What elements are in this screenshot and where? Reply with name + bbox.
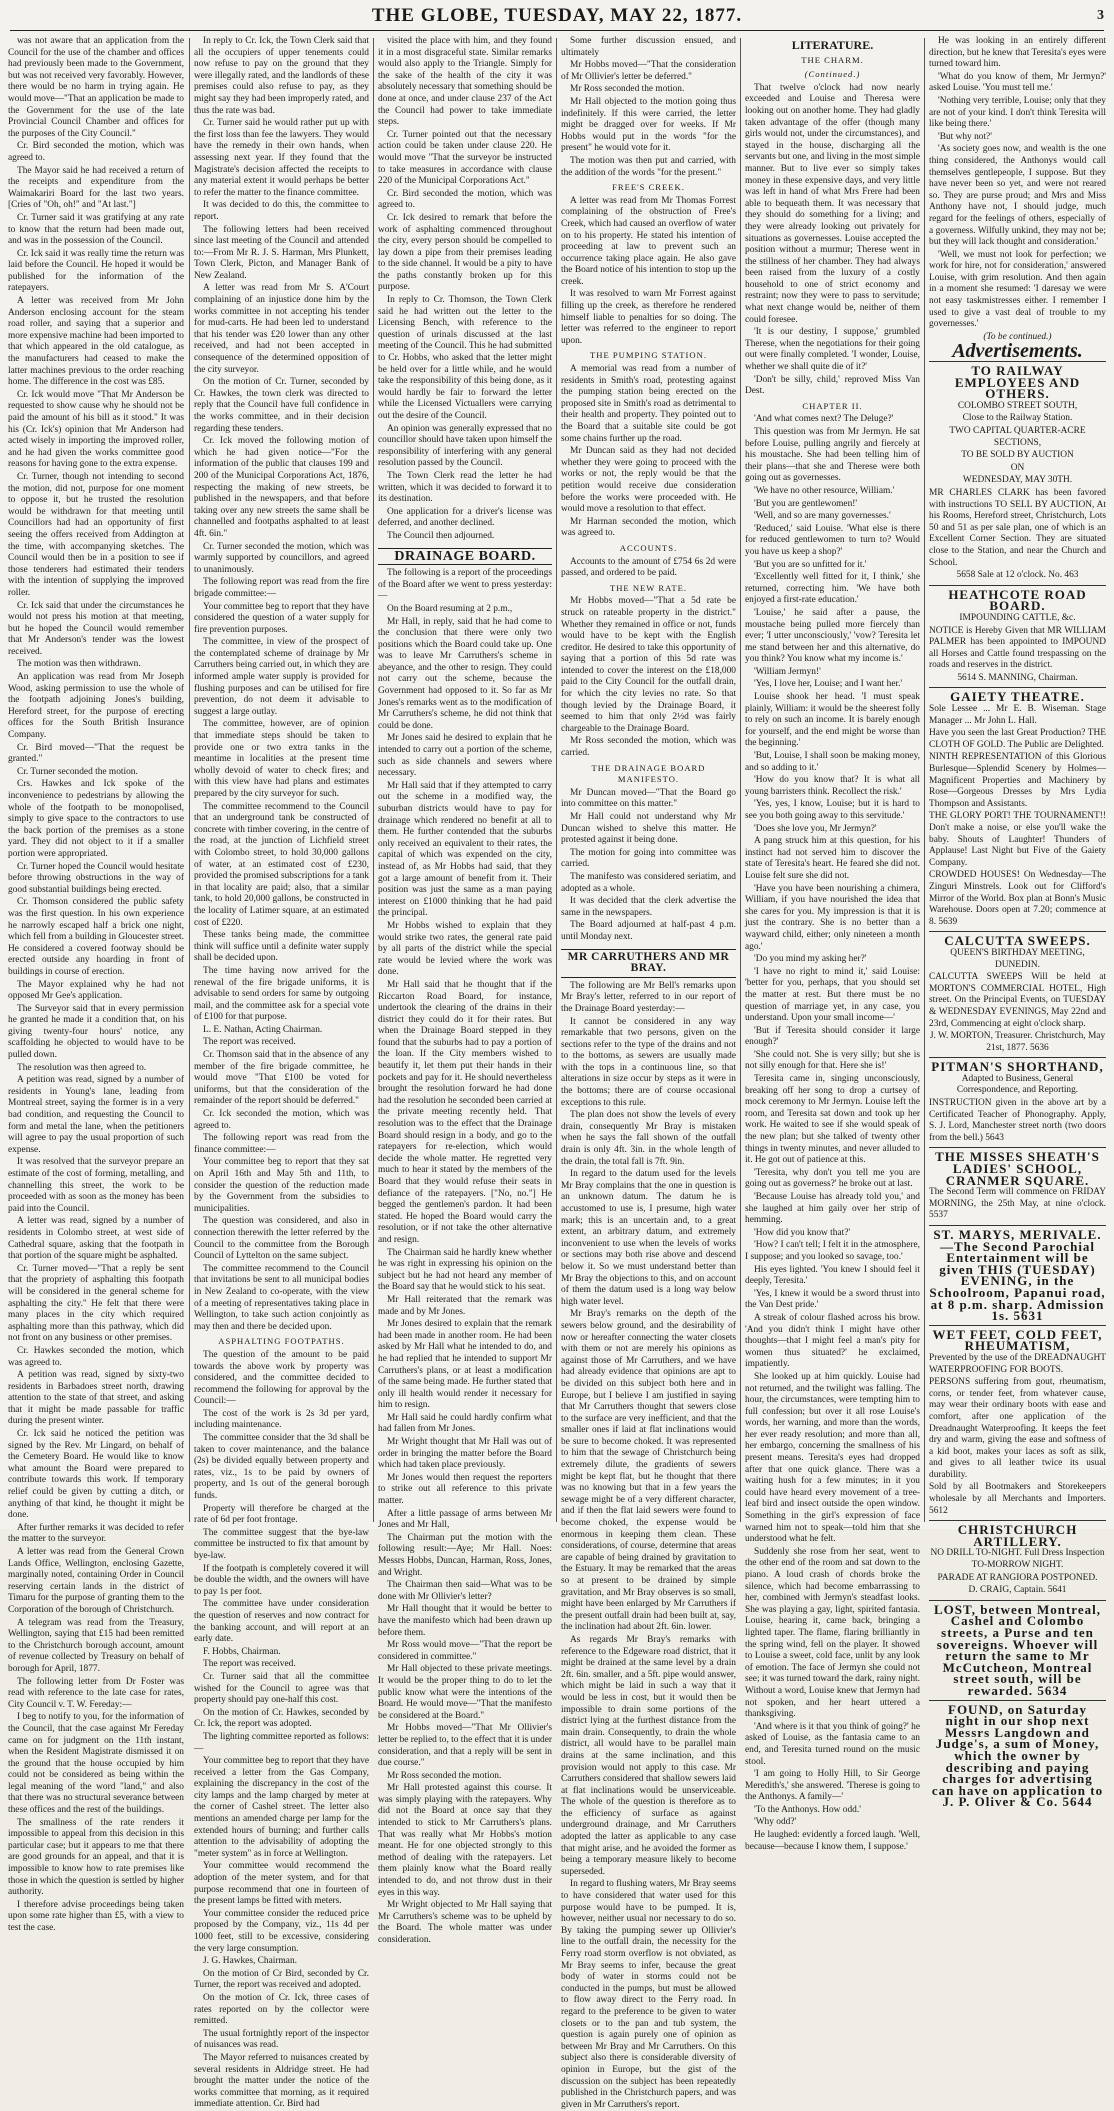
masthead-title: THE GLOBE, TUESDAY, MAY 22, 1877. — [371, 5, 743, 26]
story-text — [745, 83, 920, 1853]
paragraph: Mr Hobbs moved—"That Mr Ollivier's letter be replied to, to the effect that it is under consideration, and that a reply will be sent in due course." — [378, 1723, 552, 1769]
ad-line: TWO CAPITAL QUARTER-ACRE SECTIONS, — [949, 426, 1086, 448]
paragraph: The Mayor referred to nuisances created by several residents in Aldridge street. He had brought the matter under the notice of the works committee that morning, as it required immediate attention. Cr. Bird had — [194, 2052, 369, 2110]
paragraph: Cr. Thomson said that in the absence of any member of the fire brigade committee, he would move "That £100 be voted for uniforms, but that the consideration of the remainder of the report should be deferred." — [194, 1050, 369, 1107]
paragraph: On the Board resuming at 2 p.m., — [387, 603, 513, 614]
paragraph: His eyes lighted. 'You knew I should feel it deeply, Teresita.' — [745, 1264, 920, 1287]
ad-line: CROWDED HOUSES! On Wednesday—The Zinguri Minstrels. Look out for Clifford's Mirror of the World. Box plan at Bonn's Music Warehouse. Doors open at 7.20; commence at 8. 5639 — [929, 870, 1106, 927]
paragraph: Mr Jones said he desired to explain that he intended to carry out a portion of the scheme, such as side channels and sewers where necessary. — [378, 733, 552, 779]
paragraph: Cr. Turner said it was gratifying at any rate to know that the return had been made out, and was in the possession of the Council. — [8, 212, 184, 247]
paragraph: Mr Jones would then request the reporters to strike out all reference to this private matter. — [378, 1472, 552, 1507]
paragraph: 'How? I can't tell; I felt it in the atmosphere, I suppose; and you looked so savage, too.' — [745, 1240, 920, 1262]
paragraph: A petition was read, signed by a number of residents in Young's lane, leading from Montreal street, saying the former is in a very bad condition, and requesting the Council to form and metal the lane, when the petitioners will agree to pay the usual proportion of such expense. — [8, 1075, 184, 1155]
paragraph: 'But why not?' — [938, 131, 992, 142]
ad-headline: HEATHCOTE ROAD BOARD. — [948, 586, 1087, 614]
ad-headline: WET FEET, COLD FEET, RHEUMATISM, — [932, 1326, 1103, 1354]
paragraph: In regard to flushing waters, Mr Bray seems to have considered that water used for this purpose would have to be pumped. It is, however, neither usual nor necessary to do so. By taking the pumping sewer up Ollivier's line to the outfall drain, the necessity for the Ferry road storm overflow is not obviated, as Mr Bray seems to infer, because the great body of water in storms could not be conducted in the pumps, but must be allowed to flow away direct to the Ferry road. In regard to the preference to be given to water closets or to the pan and tub system, the question is again purely one of opinion as between Mr Bray and Mr Carruthers. On this subject also there is considerable diversity of opinion in Europe, but the gist of the discussion on the subject has been repeatedly published in the Christchurch papers, and was given in Mr Carruthers's report. — [561, 1879, 736, 2110]
paragraph: Teresita came in, singing unconsciously, breaking off her song to drop a curtsey of mock ceremony to Mr Jermyn. Louise left the room, and Teresita sat down and took up her work. He waited to see if she would speak of the new plan; but she talked of twenty other things in twenty minutes, and never alluded to it. He got out of patience at this. — [745, 1074, 920, 1166]
paragraph: The following letter from Dr Foster was read with reference to the late case for rates, City Council v. T. W. Fereday:— — [8, 1676, 184, 1710]
column-rule — [924, 38, 925, 1522]
paragraph: Your committee beg to report that they have considered the question of a water supply for fire prevention purposes. — [194, 601, 369, 635]
paragraph: The following letters had been received since last meeting of the Council and attended to:—From Mr R. J. S. Harman, Mrs Plunkett, Town Clerk, Picton, and Manager Bank of New Zealand. — [194, 224, 369, 281]
paragraph: A letter was read from the General Crown Lands Office, Wellington, enclosing Gazette, marginally noted, containing Order in Council reserving certain lands in the district of Timaru for the purpose of granting them to the Corporation of the borough of Christchurch. — [8, 1547, 184, 1615]
section-subheading: FREE'S CREEK. — [612, 182, 685, 193]
paragraph: Mr Hall said that if they attempted to carry out the scheme in a modified way, the suburban districts would have to pay for drainage which rendered no benefit at all to them. He further contended that the suburbs only received an equivalent to their rates, the capital of which was expended on the city, instead of, as Mr Hobbs had said, that they got a large amount of benefit from it. Their position was just the same as a man paying interest on £1000 thinking that he had paid the principal. — [378, 780, 552, 919]
paragraph: On the motion of Cr. Turner, seconded by Cr. Hawkes, the town clerk was directed to reply that the Council have full confidence in the works committee, and in their decision regarding these tenders. — [194, 377, 369, 434]
ad-line: Have you seen the last Great Production? THE CLOTH OF GOLD. The Public are Delighted. — [929, 728, 1106, 750]
advertisement — [929, 1600, 1106, 1700]
paragraph: As regards Mr Bray's remarks with reference to the Edgeware road district, that it might be drained at the same level by a drain 2ft. 6in. smaller, and a 5ft. pipe would answer, which might be laid in such a way that it would be less in cost, but it would then be impossible to drain some portions of the district lying at the furthest distance from the main drain. Consequently, to drain the whole district, all would have to be parallel main drains at the same inclination, and this provision would not apply to this case. Mr Carruthers considered that shallow sewers laid at flat inclinations would be unserviceable. The whole of the question is therefore as to the efficiency of surface as against underground drainage, and Mr Carruthers adopted the latter as applicable to any case that might arise, and he avoided the former as being a temporary measure likely to become superseded. — [561, 1634, 736, 1877]
advertisement — [929, 1147, 1106, 1225]
paragraph: The resolution was then agreed to. — [17, 1062, 147, 1073]
paragraph: 'Yes, I love her, Louise; and I want her.' — [754, 679, 903, 690]
paragraph: Cr. Ick said that under the circumstances he would not press his motion at that meeting, but he hoped the Council would remember that Mr Anderson's tender was the lowest received. — [8, 600, 184, 657]
paragraph: Your committee would recommend the adoption of the meter system, and for that purpose recommend that one in fourteen of the present lamps be fitted with meters. — [194, 1861, 369, 1907]
paragraph: Mr Bray's remarks on the depth of the sewers below ground, and the desirability of now or hereafter connecting the water closets with them or not are merely his opinions as against those of Mr Carruthers, and we have had already evidence that opinions are apt to be divided on this subject both here and in Europe, but I believe I am justified in saying that Mr Carruthers thought that sewers close to the surface are very inefficient, and that the smaller ones if laid at flat inclinations would be sure to become choked. It was represented to him that the sewage of Christchurch being extremely dilute, the gradients of sewers might be kept flat, but he thought that there was no knowing but that in a few years the sewage might be of a very different character, and if then the flat laid sewers were found to become choked, the expense would be enormous in keeping them clean. These considerations, of course, determine that areas are capable of being drained by gravitation to the Estuary. It may be remarked that the areas so at present to be drained by simple gravitation, and Mr Bray observes is so small, might have been enlarged by Mr Carruthers if the present outfall drain had been built at, say, the inclination had about 2ft. 6in. lower. — [561, 1309, 736, 1633]
paragraph: I therefore advise proceedings being taken upon some rate higher than £5, with a view to test the case. — [8, 1899, 184, 1933]
paragraph: Cr. Turner moved—"That a reply be sent that the propriety of asphalting this footpath will be considered in the general scheme for asphalting the city." He felt that there were many places in the city which required asphalting more than this pathway, which did not front on any business or other premises. — [8, 1263, 184, 1344]
paragraph: A letter was read, signed by a number of residents in Colombo street, at west side of Cathedral square, asking that the footpath in that portion of the square might be asphalted. — [8, 1216, 184, 1262]
ad-line: Sole Lessee ... Mr E. B. Wiseman. Stage Manager ... Mr John L. Hall. — [929, 704, 1106, 726]
ad-line: Close to the Railway Station. — [962, 413, 1073, 424]
ad-line: 5658 Sale at 12 o'clock. No. 463 — [956, 570, 1079, 581]
section-subheading: THE DRAINAGE BOARD MANIFESTO. — [591, 762, 706, 785]
paragraph: F. Hobbs, Chairman. — [203, 1646, 281, 1657]
paragraph: 'As society goes now, and wealth is the one thing considered, the Anthonys would call themselves gentlepeople, I suppose. But they have never been so yet, and were not reared so. They are purse proud; and Mrs and Miss Anthony have not, I should judge, much regard for the feelings of others, especially of a governess. Wilfully unkind, they may not be; but they will lack thought and consideration.' — [929, 144, 1106, 248]
paragraph: The following report was read from the finance committee:— — [194, 1133, 369, 1155]
column-rule — [556, 38, 557, 1522]
paragraph: Mr Hall could not understand why Mr Duncan wished to shelve this matter. He protested against it being done. — [561, 812, 736, 846]
paragraph: Cr. Ick desired to remark that before the work of asphalting commenced throughout the city, every person should be compelled to lay down a pipe from their premises leading to the side channel. It would be a pity to have the paths constantly broken up for this purpose. — [378, 212, 552, 293]
paragraph: A petition was read, signed by sixty-two residents in Barbadoes street north, drawing attention to the state of that street, and asking that it might be made passable for traffic during the present winter. — [8, 1370, 184, 1427]
paragraph: Your committee beg to report that they sat on April 16th and May 5th and 11th, to consider the question of the reduction made by the Government from the subsidies to municipalities. — [194, 1157, 369, 1214]
paragraph: Mr Hall reiterated that the remark was made and by Mr Jones. — [378, 1294, 552, 1317]
paragraph: The Chairman said he hardly knew whether he was right in expressing his opinion on the subject but he had not heard any member of the Board say that he would stick to his seat. — [378, 1247, 552, 1293]
paragraph: If the footpath is completely covered it will be double the width, and the owners will have to pay 1s per foot. — [194, 1563, 369, 1597]
ad-headline: GAIETY THEATRE. — [950, 689, 1085, 705]
paragraph: 'William Jermyn!' — [754, 666, 821, 677]
paragraph: Cr. Bird moved—"That the request be granted." — [8, 742, 184, 765]
paragraph: After a little passage of arms between Mr Jones and Mr Hall, — [378, 1508, 552, 1531]
paragraph: Cr. Bird seconded the motion, which was agreed to. — [378, 188, 552, 211]
ad-line: COLOMBO STREET SOUTH, — [957, 400, 1078, 411]
paragraph: Louise shook her head. 'I must speak plainly, William: it would be the sheerest folly to rely on such an income. It is barely enough for yourself, and the end might be worse than the beginning.' — [745, 692, 920, 749]
paragraph: Mr Hall objected to these private meetings. It would be the proper thing to do to let the public know what were the intentions of the Board. He would move—"That the manifesto be considered at the Board." — [378, 1664, 552, 1721]
paragraph: Your committee beg to report that they have received a letter from the Gas Company, explaining the discrepancy in the cost of the city lamps and the lamp charged by meter at the corner of Cashel street. The letter also mentions an amended charge per lamp for the extended hours of burning; and further calls attention to the advisability of adopting the "meter system" as in force at Wellington. — [194, 1756, 369, 1859]
ad-line: Prevented by the use of the DREADNAUGHT WATERPROOFING FOR BOOTS. — [929, 1352, 1106, 1375]
paragraph: 'Yes, I knew it would be a sword thrust into the Van Dest pride.' — [745, 1288, 920, 1311]
story-title: THE CHARM. — [801, 54, 864, 65]
paragraph: The motion was then put and carried, with the addition of the words "for the present." — [561, 155, 736, 178]
paragraph: Cr. Turner said he would rather put up with the first loss than fee the lawyers. They would have the remedy in their own hands, when assessing next year. If they found that the Magistrate's decision affected the receipts to any material extent it would perhaps be better to refer the matter to the finance committee. — [194, 118, 369, 198]
paragraph: The lighting committee reported as follows:— — [194, 1731, 369, 1754]
city-council-end — [378, 36, 552, 543]
paragraph: It was resolved that the surveyor prepare an estimate of the cost of forming, metalling, and channelling this street, the work to be proceeded with as soon as the money has been paid into the Council. — [8, 1157, 184, 1214]
paragraph: 'Yes, yes, I know, Louise; but it is hard to see you both going away to this servitude.' — [745, 799, 920, 821]
paragraph: Mr Wright objected to Mr Hall saying that Mr Carruthers's scheme was to be upheld by the Board. The whole matter was under consideration. — [378, 1900, 552, 1945]
paragraph: He was looking in an entirely different direction, but he knew that Teresita's eyes were turned toward him. — [929, 36, 1106, 70]
paragraph: was not aware that an application from the Council for the use of the chamber and offices had previously been made to the Government, but was not received very favorably. However, there would be no harm in trying again. He would move—"That an application be made to the Government for the use of the late Provincial Council Chamber and offices for the purposes of the City Council." — [8, 36, 184, 139]
paragraph: The report was received. — [203, 1037, 296, 1048]
paragraph: Property will therefore be charged at the rate of 6d per foot frontage. — [194, 1503, 369, 1526]
paragraph: Cr. Ick said it was really time the return was laid before the Council. He hoped it would be published for the information of the ratepayers. — [8, 248, 184, 294]
ad-headline: THE MISSES SHEATH'S LADIES' SCHOOL, CRANMER SQUARE. — [935, 1149, 1100, 1188]
paragraph: Some further discussion ensued, and ultimately — [561, 36, 736, 58]
paragraph: Cr. Ick would move "That Mr Anderson be requested to show cause why he should not be paid the amount of his bill as it stood." It was his (Cr. Ick's) opinion that Mr Anderson had acted wisely in importing the improved roller, and he had given the works committee good reasons for having gone to the extra expense. — [8, 389, 184, 470]
paragraph: These tanks being made, the committee think will suffice until a definite water supply shall be decided upon. — [194, 930, 369, 964]
paragraph: On the motion of Cr Bird, seconded by Cr. Turner, the report was received and adopted. — [194, 1968, 369, 1991]
paragraph: 'To the Anthonys. How odd.' — [754, 1804, 861, 1815]
masthead — [0, 0, 1114, 34]
ad-line: PERSONS suffering from gout, rheumatism, corns, or tender feet, from whatever cause, may wear their ordinary boots with ease and comfort, after one application of the Dreadnaught Waterproofing. It keeps the feet dry and warm, giving the ease and softness of a kid boot, makes your laces as soft as silk, and gives to all leather twice its usual durability. — [929, 1377, 1106, 1480]
paragraph: A memorial was read from a number of residents in Smith's road, protesting against the pumping station being erected on the proposed site in Smith's road as detrimental to their health and property. They pointed out to the Board that a suitable site could be got some chains further up the road. — [561, 364, 736, 444]
paragraph: The question of the amount to be paid towards the above work by property was considered, and the committee decided to recommend the following for approval by the Council:— — [194, 1349, 369, 1407]
to-be-continued: (To be continued.) — [983, 331, 1052, 342]
ad-line: WEDNESDAY, MAY 30TH. — [962, 475, 1073, 486]
paragraph: The committee recommend to the Council that an underground tank be constructed of concrete with timber covering, in the centre of the road, at the junction of Lichfield street with Colombo street, to hold 30,000 gallons of water, at an estimated cost of £230, provided the promised subscriptions for a tank in that locality are paid; also, that a similar tank, to hold 20,000 gallons, be constructed in the locality of Latimer square, at an estimated cost of £220. — [194, 801, 369, 928]
paragraph: That twelve o'clock had now nearly exceeded and Louise and Theresa were looking out on another home. They had gladly taken advantage of the offer (though many girls would not, under the circumstances), and stayed in the house, discharging all the servants but one, and living in the most simple manner. But to live ever so simply takes money in these expensive days, and very little was left in hand of what Mrs Frere had been able to bequeath them. It was necessary that they should do something for a living; and they were already looking out privately for situations as governesses. Louise accepted the position without a murmur; Therese went in the stillness of her chamber. They had always been raised from the luxury of a costly household to one of strict economy and restraint; now they were to pass to servitude; what next change would be, neither of them could foresee. — [745, 82, 920, 325]
paragraph: 'How do you know that? It is what all young barristers think. Recollect the risk.' — [745, 775, 920, 797]
paragraph: An opinion was generally expressed that no councillor should have taken upon himself the responsibility of interfering with any general resolution passed by the Council. — [378, 423, 552, 469]
paragraph: 'Nothing very terrible, Louise; only that they are not of your kind. I don't think Teresita will like being there.' — [929, 95, 1106, 130]
paragraph: 'And what comes next? The Deluge?' — [754, 414, 894, 425]
paragraph: The motion was then withdrawn. — [17, 659, 141, 670]
paragraph: Mr Hall said that he thought that if the Riccarton Road Board, for instance, undertook the clearing of the drains in their district they could do it for their rates. But when the Drainage Board stepped in they found that the suburbs had to pay a portion of the loan. If the City members wished to beautify it, let them put their hands in their pockets and pay for it. He should nevertheless brought the resolution forward he had done had the resolution he seconded been carried at the private meeting recently held. That resolution was to the effect that the Drainage Board should resign in a body, and go to the ratepayers for re-election, which would decide the whole matter. He regretted very much to hear it stated by the members of the Board that they would refuse their seats in defiance of the ratepayers. ["No, no."] He begged the gentlemen's pardon. It had been stated. He hoped the Board would carry the resolution, or if not take the other alternative and resign. — [378, 979, 552, 1245]
paragraph: 'We have no other resource, William.' — [754, 485, 895, 496]
paragraph: Cr. Bird seconded the motion, which was agreed to. — [8, 141, 184, 163]
column-5 — [745, 36, 920, 1852]
paragraph: Your committee consider the reduced price proposed by the Company, viz., 11s 4d per 1000 feet, still to be excessive, considering the very large consumption. — [194, 1908, 369, 1954]
column-rule — [189, 38, 190, 1522]
paragraph: Mr Hall objected to the motion going thus indefinitely. If this were carried, the letter might be dragged over for weeks. If Mr Hobbs would put in the words "for the present" he would vote for it. — [561, 96, 736, 154]
paragraph: The Mayor explained why he had not opposed Mr Gee's application. — [8, 979, 184, 1002]
paragraph: The following are Mr Bell's remarks upon Mr Bray's letter, referred to in our report of the Drainage Board yesterday:— — [561, 980, 736, 1014]
paragraph: Mr Duncan said as they had not decided whether they were going to proceed with the works or not, the reply would be that the petition would receive due consideration before the works were proceeded with. He would move a resolution to that effect. — [561, 446, 736, 515]
ad-line: MR CHARLES CLARK has been favored with instructions TO SELL BY AUCTION, At his Rooms, Hereford street, Christchurch, Lots 50 and 51 as per sale plan, one of which is an Excellent Corner Section. They are situated close to the Station, and near the Church and School. — [929, 487, 1106, 568]
advertisement — [929, 361, 1106, 585]
paragraph: 'Excellently well fitted for it, I think,' she returned, correcting him. 'We have both enjoyed a first-rate education.' — [745, 572, 920, 606]
paragraph: The Chairman put the motion with the following result:—Aye; Mr Hall. Noes: Messrs Hobbs, Duncan, Harman, Ross, Jones, and Wright. — [378, 1532, 552, 1578]
section-subheading: ACCOUNTS. — [619, 542, 678, 553]
paragraph: The following is a report of the proceedings of the Board after we went to press yesterday:— — [378, 568, 552, 602]
ad-line: INSTRUCTION given in the above art by a Certificated Teacher of Phonography. Apply, S. J. Lord, Manchester street north (two doors from the bell.) 5643 — [929, 1098, 1106, 1143]
carruthers-bray-heading: MR CARRUTHERS AND MR BRAY. — [561, 949, 736, 978]
paragraph: Mr Hall, in reply, said that he had come to the conclusion that there were only two positions which the Board could take up. One was to leave Mr Carruthers's scheme in abeyance, and the other to resign. They could not carry out the scheme, because the Government had opposed to it. So far as Mr Jones's remarks went as to the modification of Mr Carruthers's scheme, he did not think that could be done. — [378, 616, 552, 731]
paragraph: Mr Ross would move—"That the report be considered in committee." — [378, 1640, 552, 1662]
paragraph: 'Well, we must not look for perfection; we work for hire, not for consideration,' answered Louise, with grim resolution. And then again in a moment she resumed: 'I daresay we were not easy taskmistresses either. I remember I used to give a vast deal of trouble to my governesses.' — [929, 249, 1106, 330]
advertisements — [929, 361, 1106, 1811]
paragraph: A letter was received from Mr John Anderson enclosing account for the steam road roller, and saying that a superior and more expensive machine had been imported to that which appeared in the old catalogue, as the manufacturers had ceased to make the latter machines previous to the order reaching home. The difference in the cost was £85. — [8, 296, 184, 388]
paragraph: 'But if Teresita should consider it large enough?' — [745, 1025, 920, 1048]
paragraph: Mr Ross seconded the motion, which was carried. — [561, 736, 736, 759]
ad-line: The Second Term will commence on FRIDAY MORNING, the 25th May, at nine o'clock. 5537 — [929, 1187, 1106, 1221]
paragraph: The Town Clerk read the letter he had written, which it was decided to forward it to its destination. — [378, 470, 552, 505]
paragraph: Mr Duncan moved—"That the Board go into committee on this matter." — [561, 787, 736, 810]
advertisement — [929, 931, 1106, 1057]
advertisement — [929, 1700, 1106, 1811]
paragraph: Mr Ross seconded the motion. — [570, 84, 685, 95]
paragraph: The committee suggest that the bye-law committee be instructed to fix that amount by bye-law. — [194, 1527, 369, 1561]
section-subheading: THE NEW RATE. — [609, 582, 688, 593]
paragraph: 'Don't be silly, child,' reproved Miss Van Dest. — [745, 374, 920, 397]
ad-line: THE GLORY PORT! THE TOURNAMENT!! Don't make a noise, or else you'll wake the baby. Shouts of Laughter! Thunders of Applause! Last Night but Five of the Gaiety Company. — [929, 811, 1106, 868]
paragraph: A pang struck him at this question, for his instinct had not served him to discover the state of Teresita's heart. He feared she did not. Louise felt sure she did not. — [745, 836, 920, 881]
paragraph: Cr. Turner pointed out that the necessary action could be taken under clause 220. He would move "That the surveyor be instructed to take measures in accordance with clause 220 of the Municipal Corporations Act." — [378, 129, 552, 187]
paragraph: 'I have no right to mind it,' said Louise: 'better for you, perhaps, that you should set the matter at rest. But there must be no question of marriage yet, in any case, you understand. Upon your small income—' — [745, 966, 920, 1024]
ad-headline: CALCUTTA SWEEPS. — [944, 933, 1091, 949]
paragraph: 'I am going to Holly Hill, to Sir George Meredith's,' she answered. 'Therese is going to the Anthonys. A family—' — [745, 1769, 920, 1803]
paragraph: In reply to Cr. Ick, the Town Clerk said that all the occupiers of upper tenements could now refuse to pay on the ground that they were illegally rated, and the landlords of these premises could also refuse to pay, as they might say they had been improperly rated, and thus the rate was bad. — [194, 36, 369, 116]
ad-line: NO DRILL TO-NIGHT. Full Dress Inspection TO-MORROW NIGHT. — [930, 1548, 1105, 1571]
paragraph: 'Do you mind my asking her?' — [754, 954, 867, 965]
paragraph: Cr. Ick said he noticed the petition was signed by the Rev. Mr Lingard, on behalf of the Cemetery Board. He would like to know what amount the Board were prepared to contribute towards this work. If temporary relief could be given by cutting a ditch, or anything of that kind, he thought it might be done. — [8, 1429, 184, 1521]
paragraph: L. E. Nathan, Acting Chairman. — [203, 1024, 323, 1035]
ad-line: PARADE AT RANGIORA POSTPONED. — [937, 1572, 1098, 1583]
page-number: 3 — [1097, 8, 1104, 23]
paragraph: The Surveyor said that in every permission he granted he made it a condition that, on his giving twenty-four hours' notice, any scaffolding he objected to would have to be pulled down. — [8, 1003, 184, 1061]
column-rule — [373, 38, 374, 1522]
paragraph: The manifesto was considered seriatim, and adopted as a whole. — [561, 871, 736, 894]
ad-headline: ST. MARYS, MERIVALE.—The Second Parochial Entertainment will be given THIS (TUESDAY) EVENING, in the Schoolroom, Papanui road, at 8 p.m. sharp. Admission 1s. 5631 — [929, 1227, 1106, 1324]
ad-line: QUEEN'S BIRTHDAY MEETING, DUNEDIN. — [950, 947, 1085, 970]
paragraph: Mr Hall thought that it would be better to have the manifesto which had been drawn up before them. — [378, 1604, 552, 1638]
paragraph: The report was received. — [203, 1659, 296, 1670]
paragraph: 'What do you know of them, Mr Jermyn?' asked Louise. 'You must tell me.' — [929, 71, 1106, 94]
paragraph: The motion for going into committee was carried. — [561, 847, 736, 870]
paragraph: 'How did you know that?' — [754, 1227, 851, 1238]
advertisement — [929, 687, 1106, 931]
paragraph: It was decided to do this, the committee to report. — [194, 200, 369, 222]
advertisement — [929, 1225, 1106, 1325]
paragraph: A letter was read from Mr S. A'Court complaining of an injustice done him by the works committee in not accepting his tender for mud-carts. He had been led to understand that his tender was £20 lower than any other received, and had not been accepted in consequence of the determined opposition of the city surveyor. — [194, 283, 369, 375]
advertisement — [929, 1057, 1106, 1147]
paragraph: 'Because Louise has already told you,' and she laughed at him gaily over her strip of hemming. — [745, 1192, 920, 1226]
advertisement — [929, 585, 1106, 688]
paragraph: On the motion of Cr. Hawkes, seconded by Cr. Ick, the report was adopted. — [194, 1707, 369, 1730]
paragraph: Cr. Turner said that all the committee wished for the Council to agree was that property should pay one-half this cost. — [194, 1671, 369, 1706]
paragraph: 'And where is it that you think of going?' he asked of Louise, as the fantasia came to an end, and Teresita turned round on the music stool. — [745, 1721, 920, 1767]
paragraph: Cr. Turner seconded the motion, which was warmly supported by councillors, and agreed to unanimously. — [194, 541, 369, 575]
paragraph: In reply to Cr. Thomson, the Town Clerk said he had written out the letter to the Licensing Bench, with reference to the question of urinals discussed at the last meeting of the Council. This he had submitted to Cr. Hobbs, who asked that the letter might be held over for a little while, and he would take the responsibility of this being done, as it would hardly be fair to forward the letter while the Licensed Victuallers were carrying out the desire of the Council. — [378, 295, 552, 421]
paragraph: This question was from Mr Jermyn. He sat before Louise, pulling angrily and fiercely at his moustache. She had been telling him of their plans—that she and Therese were both going out as governesses. — [745, 427, 920, 484]
story-text-end — [929, 36, 1106, 331]
column-6 — [929, 36, 1106, 1810]
ad-line: TO BE SOLD BY AUCTION — [961, 450, 1074, 461]
section-subheading: THE PUMPING STATION. — [590, 350, 707, 361]
paragraph: The committee have under consideration the question of reserves and now contract for the banking account, and will report at an early date. — [194, 1599, 369, 1645]
paragraph: Cr. Turner hoped the Council would hesitate before throwing obstructions in the way of good substantial buildings being erected. — [8, 861, 184, 895]
advertisement — [929, 1325, 1106, 1521]
ad-line: NINTH REPRESENTATION of this Glorious Burlesque—Splendid Scenery by Holmes—Magnificent Properties and Machinery by Rose—Gorgeous Dresses by Mrs Lydia Thompson and Assistants. — [929, 752, 1106, 809]
paragraph: 'Louise,' he said after a pause, the moustache being pulled more fiercely than ever; 'I utter unconsciously,' 'vow? Teresita let me stand between her and this alternative, do you think? You know what my income is.' — [745, 607, 920, 665]
paragraph: In regard to the datum used for the levels Mr Bray complains that the one in question is an unknown datum. The datum he is accustomed to use is, I presume, high water mark; this is an uncertain and, to a great extent, an arbitrary datum, and extremely inconvenient to use when the levels of works or sections may both rise above and descend below it. So we must understand better than Mr Bray the objections to this, and on account of them the datum used is a long way below high water level. — [561, 1169, 736, 1307]
ad-headline: FOUND, on Saturday night in our shop next Messrs Langdown and Judge's, a sum of Money, which the owner by describing and paying charges for advertising can have on application to J. P. Oliver & Co. 5644 — [931, 1701, 1104, 1810]
section-subheading: ASPHALTING FOOTPATHS. — [218, 1336, 345, 1347]
ad-headline: CHRISTCHURCH ARTILLERY. — [957, 1522, 1078, 1549]
paragraph: A telegram was read from the Treasury, Wellington, saying that £15 had been remitted to the Christchurch borough account, amount of revenue collected by Treasury on behalf of borough for April, 1877. — [8, 1617, 184, 1674]
paragraph: I beg to notify to you, for the information of the Council, that the case against Mr Fereday came on for judgment on the 11th instant, when the Resident Magistrate dismissed it on the ground that the house occupied by him could not be considered as being within the legal meaning of the word "land," and also that there was no structural severance between these offices and the rest of the buildings. — [8, 1712, 184, 1816]
paragraph: 'But you are so unfitted for it.' — [754, 559, 867, 570]
carruthers-bray-article — [561, 981, 736, 2111]
paragraph: 'But you are gentlewomen!' — [754, 498, 858, 509]
ad-line: ON — [1010, 462, 1025, 473]
paragraph: Cr. Ick moved the following motion of which he had given notice—"For the information of the public that clauses 199 and 200 of the Municipal Corporations Act, 1876, respecting the making of new streets, be published in the newspapers, and that before taking over any new streets the same shall be channelled and footpaths asphalted to at least 4ft. 6in." — [194, 436, 369, 539]
ad-line: Sold by all Bootmakers and Storekeepers wholesale by all Merchants and Importers. 5612 — [929, 1482, 1106, 1516]
paragraph: Cr. Turner, though not intending to second the motion, did not, purpose for one moment to oppose it, but he trusted the resolution would be withdrawn for that meeting until Councillors had had an opportunity of first seeing the offers received from Addington at the time, with accompanying sketches. The Council would then be in a position to see if those tenderers had estimated their tenders with the intention of supplying the improved roller. — [8, 471, 184, 598]
paragraph: The following report was read from the fire brigade committee:— — [194, 577, 369, 599]
paragraph: The question was considered, and also in connection therewith the letter referred by the Council to the committee from the Borough Council of Lyttelton on the same subject. — [194, 1216, 369, 1262]
paragraph: Cr. Ick seconded the motion, which was agreed to. — [194, 1109, 369, 1131]
story-continued-note: (Continued.) — [804, 69, 861, 80]
paragraph: The committee, in view of the prospect of the contemplated scheme of drainage by Mr Carruthers being carried out, in which they are informed ample water supply is provided for flushing purposes and can be utilised for fire prevention, do not deem it advisable to suggest a large outlay. — [194, 637, 369, 717]
paragraph: The Mayor said he had received a return of the receipts and expenditure from the Waimakariri Board for the last two years. [Cries of "Oh, oh!" and "At last."] — [8, 165, 184, 211]
ad-line: D. CRAIG, Captain. 5641 — [968, 1585, 1067, 1596]
paragraph: The Board adjourned at half-past 4 p.m. until Monday next. — [561, 920, 736, 942]
paragraph: 'She could not. She is very silly; but she is not silly enough for that. Here she is!' — [745, 1049, 920, 1072]
column-rule — [740, 38, 741, 1522]
literature-heading: LITERATURE. — [791, 38, 874, 52]
ad-line: NOTICE is Hereby Given that MR WILLIAM PALMER has been appointed to IMPOUND all Horses and Cattle found trespassing on the roads and reserves in the district. — [929, 625, 1106, 671]
ad-line: IMPOUNDING CATTLE, &c. — [959, 612, 1076, 623]
drainage-board-report — [378, 568, 552, 1946]
paragraph: Suddenly she rose from her seat, went to the other end of the room and sat down to the piano. A loud crash of chords broke the silence, which had become embarrassing to her, combined with Jermyn's steadfast looks. She was playing a gay, light, spirited fantasia. Louise, hearing it, came back, bringing a lighted taper. The flame, flaring brilliantly in the spring wind, fell on the player. It showed to Louise a sweet, cold face, unlit by any look of emotion. The face of Jermyn she could not see; it was turned toward the dark, rainy night. Without a word, Louise knew that Jermyn had not spoken, and her heart uttered a thanksgiving. — [745, 1546, 920, 1720]
paragraph: It was decided that the clerk advertise the same in the newspapers. — [561, 896, 736, 918]
ad-line: CALCUTTA SWEEPS Will be held at MORTON'S COMMERCIAL HOTEL, High street. On the Principal Events, on TUESDAY & WEDNESDAY EVENINGS, May 22nd and 23rd, Commencing at eight o'clock sharp. — [929, 972, 1106, 1029]
paragraph: Mr Hobbs moved—"That the consideration of Mr Ollivier's letter be deferred." — [561, 60, 736, 82]
paragraph: J. G. Hawkes, Chairman. — [203, 1956, 297, 1967]
paragraph: After further remarks it was decided to refer the matter to the surveyor. — [8, 1522, 184, 1545]
paragraph: On the motion of Cr. Ick, three cases of rates reported on by the collector were remitted. — [194, 1992, 369, 2027]
paragraph: Mr Wright thought that Mr Hall was out of order in bringing the matter before the Board which had taken place previously. — [378, 1437, 552, 1471]
section-subheading: CHAPTER II. — [802, 400, 863, 411]
paragraph: 'It is our destiny, I suppose,' grumbled Therese, when the negotiations for their going out were finally completed. 'I wonder, Louise, whether we shall quite die of it?' — [745, 327, 920, 373]
paragraph: It was resolved to warn Mr Forrest against filling up the creek, as therefore he rendered himself liable to penalties for so doing. The letter was referred to the engineer to report upon. — [561, 289, 736, 346]
paragraph: 'But, Louise, I shall soon be making money, and so adding to it.' — [745, 751, 920, 773]
city-council-continued-2 — [194, 36, 369, 2111]
column-3 — [378, 36, 552, 1945]
paragraph: Mr Harman seconded the motion, which was agreed to. — [561, 516, 736, 539]
paragraph: The plan does not show the levels of every drain, consequently Mr Bray is mistaken when he says the fall shown of the outfall drain is only 4ft. 3in. in the whole length of the drain, the total fall is 7ft. 9in. — [561, 1110, 736, 1167]
masthead-rule — [10, 30, 1104, 31]
paragraph: An application was read from Mr Joseph Wood, asking permission to use the whole of the footpath adjoining Jones's building, Hereford street, for the purpose of erecting offices for the South British Insurance Company. — [8, 672, 184, 741]
paragraph: Cr. Thomson considered the public safety was the first question. In his own experience he narrowly escaped half a brick one night, which fell from a building in Gloucester street. He considered a covered footway should be erected outside any hoarding in front of buildings in course of erection. — [8, 897, 184, 977]
paragraph: 'Reduced,' said Louise. 'What else is there for reduced gentlewomen to turn to? Would you have us keep a shop?' — [745, 523, 920, 557]
paragraph: 'Does she love you, Mr Jermyn?' — [754, 823, 877, 834]
paragraph: He laughed: evidently a forced laugh. 'Well, because—because I know them, I suppose.' — [745, 1830, 920, 1852]
column-1 — [8, 36, 185, 1933]
paragraph: The Council then adjourned. — [387, 530, 495, 541]
advertisements-heading: Advertisements. — [952, 340, 1083, 363]
advertisement — [929, 1520, 1106, 1600]
paragraph: Mr Hobbs moved—"That a 5d rate be struck on rateable property in the district." Whether they remained in office or not, funds would have to be kept with the English creditor. He desired to take this opportunity of saying that a portion of this 5d rate was intended to cover the interest on the £18,000 paid to the City Council for the outfall drain, for which the city levies no rate. So that though levied by the Drainage Board, it seemed to him that only 2½d was fairly chargeable to the Drainage Board. — [561, 596, 736, 734]
paragraph: 'Have you have been nourishing a chimera, William, if you have nourished the idea that she cares for you. My impression is that it is just the contrary. She is no better than a wayward child, either; only nineteen a month ago.' — [745, 883, 920, 952]
paragraph: The smallness of the rate renders it impossible to appeal from this decision in this particular case; but it appears to me that there are good grounds for an appeal, and that it is impossible to know how to rate premises like those in which the question is settled by higher authority. — [8, 1817, 185, 1898]
ad-line: 5614 S. MANNING, Chairman. — [957, 672, 1078, 683]
paragraph: Mr Hall said he could hardly confirm what had fallen from Mr Jones. — [378, 1412, 552, 1435]
paragraph: It cannot be considered in any way remarkable that two persons, given on the sections refer to the type of the drains and not to the bottoms, as sewers are usually made with the tops in a continuous line, so that alterations in size occur by steps as it were in the bottoms; there are of course occasional exceptions to this rule. — [561, 1016, 736, 1108]
paragraph: Cr. Hawkes seconded the motion, which was agreed to. — [8, 1345, 184, 1368]
paragraph: The committee recommend to the Council that invitations be sent to all municipal bodies in New Zealand to co-operate, with the view of a meeting of representatives taking place in Wellington, to take such action conjointly as may then and there be decided upon. — [194, 1263, 369, 1332]
city-council-continued — [8, 36, 184, 1935]
ad-line: Adapted to Business, General Correspondence, and Reporting. — [956, 1073, 1079, 1096]
paragraph: Mr Ross seconded the motion. — [387, 1770, 502, 1781]
paragraph: A letter was read from Mr Thomas Forrest complaining of the obstruction of Free's Creek, which had caused an overflow of water on to his property. He stated his intention of proceeding at law to prevent such an occurrence taking place again. He also gave the Board notice of his intention to stop up the creek. — [561, 195, 736, 287]
drainage-board-heading: DRAINAGE BOARD. — [378, 548, 552, 566]
drainage-board-continued — [561, 36, 736, 944]
paragraph: The cost of the work is 2s 3d per yard, including maintenance. — [194, 1408, 369, 1431]
paragraph: The committee consider that the 3d shall be taken to cover maintenance, and the balance (2s) be divided equally between property and rates, viz., 1s to be paid by owners of property, and 1s out of the general borough funds. — [194, 1433, 369, 1502]
ad-headline: TO RAILWAY EMPLOYEES AND OTHERS. — [954, 363, 1081, 402]
paragraph: She looked up at him quickly. Louise had not returned, and the twilight was falling. The hour, the circumstances, were tempting him to full confession; but over it all rose Louise's words, her warning, and more than the words, her ever ready resolution; and more than all, her embargo, concerning the smallness of his present means. Teresita's eyes had dropped after that one quick glance. There was a waiting hush for a few minutes; in it you could have heard every movement of a tree-leaf bird and insect outside the open window. Something in the girl's expression of face warned him not to speak—told him that she understood what he felt. — [745, 1371, 920, 1545]
ad-line: J. W. MORTON, Treasurer. Christchurch, May 21st, 1877. 5636 — [929, 1031, 1106, 1053]
paragraph: Crs. Hawkes and Ick spoke of the inconvenience to pedestrians by allowing the whole of the footpath to be monopolised, simply to give space to the contractors to use the back portion of the premises as a stone yard. They did not object to it if a smaller portion were appropriated. — [8, 779, 184, 859]
paragraph: 'Well, and so are many governesses.' — [754, 511, 891, 522]
column-4 — [561, 36, 736, 2110]
paragraph: Cr. Turner seconded the motion. — [17, 766, 138, 777]
ad-headline: PITMAN'S SHORTHAND, — [931, 1059, 1104, 1075]
paragraph: Accounts to the amount of £754 6s 2d were passed, and ordered to be paid. — [561, 556, 736, 579]
ad-headline: LOST, between Montreal, Cashel and Colombo streets, a Purse and ten sovereigns. Whoever will return the same to Mr McCutcheon, Montreal street south, will be rewarded. 5634 — [934, 1601, 1101, 1698]
paragraph: Mr Jones desired to explain that the remark had been made in another room. He had been asked by Mr Hall what he intended to do, and he had replied that he intended to support Mr Carruthers's plans, or at least a modification of the same being made. He further stated that only ill health would render it necessary for him to resign. — [378, 1319, 552, 1411]
paragraph: A streak of colour flashed across his brow. 'And you didn't think I might have other thoughts—that I might feel a man's pity for women thus situated?' he exclaimed, impatiently. — [745, 1312, 920, 1370]
paragraph: One application for a driver's license was deferred, and another declined. — [378, 506, 552, 529]
paragraph: The usual fortnightly report of the inspector of nuisances was read. — [194, 2028, 369, 2051]
paragraph: visited the place with him, and they found it in a most disgraceful state. Similar remarks would also apply to the Triangle. Simply for the sake of the health of the city it was absolutely necessary that something should be done at once, and under clause 237 of the Act the Council had power to take immediate steps. — [378, 36, 552, 128]
column-2 — [194, 36, 369, 2110]
paragraph: 'Why odd?' — [754, 1817, 797, 1828]
paragraph: The committee, however, are of opinion that immediate steps should be taken to provide one or two extra tanks in the meantime in localities at the present time wholly devoid of water to check fires; and with this view have had plans and estimates prepared by the city surveyor for such. — [194, 719, 369, 799]
paragraph: 'Teresita, why don't you tell me you are going out as governess?' he broke out at last. — [745, 1167, 920, 1190]
paragraph: The time having now arrived for the renewal of the fire brigade uniforms, it is advisable to send orders for same by outgoing mail, and the committee ask for a special vote of £100 for that purpose. — [194, 965, 369, 1023]
paragraph: Mr Hall protested against this course. It was simply playing with the ratepayers. Why did not the Board at once say that they intended to stick to Mr Carruthers's plans. That was really what Mr Hobbs's motion meant. He for one objected strongly to this method of dealing with the ratepayers. Let them plainly know what the Board really intended to do, and not throw dust in their eyes in this way. — [378, 1783, 552, 1898]
paragraph: The Chairman then said—What was to be done with Mr Ollivier's letter? — [378, 1580, 552, 1602]
paragraph: Mr Hobbs wished to explain that they would strike two rates, the general rate paid by all parts of the district while the special rate would be levied where the work was done. — [378, 920, 552, 978]
